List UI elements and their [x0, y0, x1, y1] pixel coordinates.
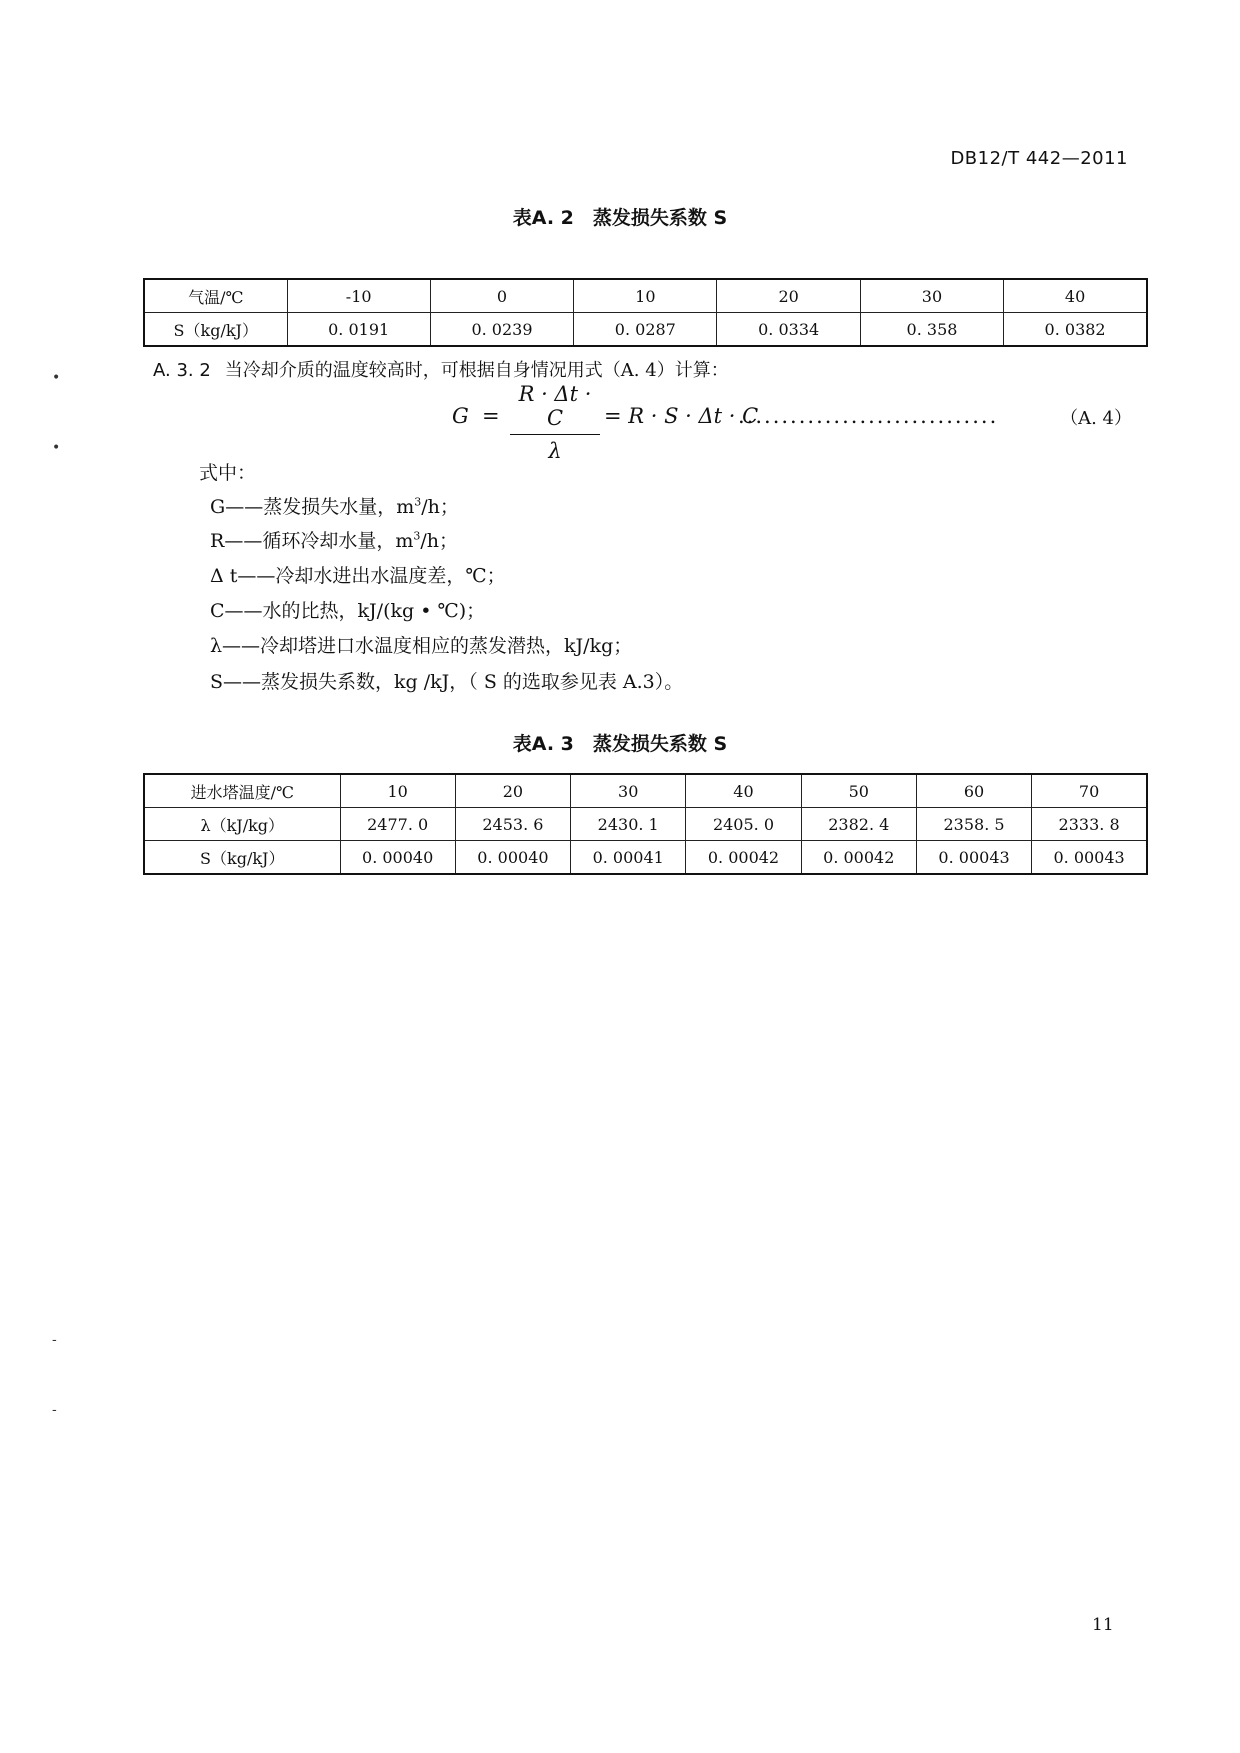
table-cell: 气温/℃	[144, 279, 287, 313]
formula-tag: （A. 4）	[1060, 408, 1132, 429]
section-a32	[153, 356, 729, 382]
table-cell: 2430. 1	[571, 808, 686, 841]
definition-symbol: R	[210, 530, 225, 552]
formula-fraction	[510, 382, 600, 463]
table-cell: 0. 0334	[717, 313, 860, 347]
table-cell: λ（kJ/kg）	[144, 808, 340, 841]
table-a3	[143, 773, 1148, 875]
definition-item	[210, 596, 485, 623]
table-cell: 0. 00042	[686, 841, 801, 875]
definition-desc: ——循环冷却水量，m	[224, 530, 414, 552]
table-cell: 0. 00041	[571, 841, 686, 875]
definition-desc: ——冷却塔进口水温度相应的蒸发潜热，kJ/kg；	[222, 635, 633, 657]
table-cell: 0. 0287	[574, 313, 717, 347]
definition-symbol: S	[210, 671, 224, 693]
table-cell: 30	[860, 279, 1003, 313]
table-cell: 40	[686, 774, 801, 808]
definition-item	[210, 492, 459, 519]
table-cell: 40	[1004, 279, 1147, 313]
table-cell: 50	[801, 774, 916, 808]
table-row	[144, 313, 1147, 347]
table-cell: 0. 0239	[430, 313, 573, 347]
table-cell: 0. 00043	[1032, 841, 1147, 875]
table-row	[144, 841, 1147, 875]
table-row	[144, 808, 1147, 841]
fraction-bar	[510, 434, 600, 435]
definition-item	[210, 526, 458, 553]
section-text: 当冷却介质的温度较高时，可根据自身情况用式（A. 4）计算：	[224, 360, 729, 381]
table-cell: 10	[340, 774, 455, 808]
table-cell: 2333. 8	[1032, 808, 1147, 841]
table-cell: 2453. 6	[455, 808, 570, 841]
definition-item	[210, 667, 683, 694]
table-cell: 30	[571, 774, 686, 808]
formula-a4	[452, 382, 1132, 463]
formula-rhs: = R · S · Δt · C	[604, 404, 759, 428]
definition-symbol: λ	[210, 635, 223, 657]
table-cell: S（kg/kJ）	[144, 841, 340, 875]
definition-symbol: C	[210, 600, 225, 622]
document-id: DB12/T 442—2011	[950, 148, 1128, 169]
table-cell: 进水塔温度/℃	[144, 774, 340, 808]
definition-item	[210, 561, 506, 588]
superscript: 3	[414, 495, 422, 509]
table-cell: 60	[916, 774, 1031, 808]
scan-speck: •	[52, 440, 61, 456]
table-cell: 20	[455, 774, 570, 808]
table-cell: -10	[287, 279, 430, 313]
formula-denominator: λ	[548, 439, 562, 463]
table-row	[144, 774, 1147, 808]
table-cell: 2382. 4	[801, 808, 916, 841]
definition-tail: /h；	[420, 530, 458, 552]
definition-item	[210, 631, 632, 658]
definition-desc: ——蒸发损失系数，kg /kJ，（ S 的选取参见表 A.3）。	[223, 671, 684, 693]
formula-lhs: G	[452, 404, 469, 428]
table-cell: 0. 358	[860, 313, 1003, 347]
table-cell: 20	[717, 279, 860, 313]
table-cell: 0. 00040	[340, 841, 455, 875]
scan-speck: -	[52, 1402, 57, 1418]
scan-speck: •	[52, 370, 61, 386]
superscript: 3	[413, 529, 421, 543]
table-cell: 2405. 0	[686, 808, 801, 841]
table-cell: 0. 00042	[801, 841, 916, 875]
formula-numerator: R · Δt · C	[518, 382, 592, 430]
table-cell: 0. 0191	[287, 313, 430, 347]
table-a2	[143, 278, 1148, 347]
table-cell: 0	[430, 279, 573, 313]
table-cell: 2477. 0	[340, 808, 455, 841]
table-row	[144, 279, 1147, 313]
table-cell: 70	[1032, 774, 1147, 808]
formula-equals: =	[482, 404, 500, 428]
table-cell: 0. 0382	[1004, 313, 1147, 347]
definition-desc: ——冷却水进出水温度差，℃；	[237, 565, 506, 587]
definition-symbol: Δ t	[210, 565, 238, 587]
table-cell: 10	[574, 279, 717, 313]
table-a2-caption: 表A. 2 蒸发损失系数 S	[512, 207, 728, 229]
section-number: A. 3. 2	[153, 360, 211, 381]
page-number: 11	[1092, 1615, 1114, 1635]
definition-symbol: G	[210, 496, 226, 518]
definition-desc: ——水的比热，kJ/(kg • ℃)；	[224, 600, 486, 622]
definitions-intro: 式中：	[199, 462, 257, 484]
table-cell: S（kg/kJ）	[144, 313, 287, 347]
scan-speck: -	[52, 1332, 57, 1348]
table-cell: 2358. 5	[916, 808, 1031, 841]
table-cell: 0. 00040	[455, 841, 570, 875]
definition-desc: ——蒸发损失水量，m	[225, 496, 415, 518]
definition-tail: /h；	[421, 496, 459, 518]
table-cell: 0. 00043	[916, 841, 1031, 875]
table-a3-caption: 表A. 3 蒸发损失系数 S	[512, 733, 728, 755]
formula-leader-dots: ..............................	[738, 404, 999, 428]
